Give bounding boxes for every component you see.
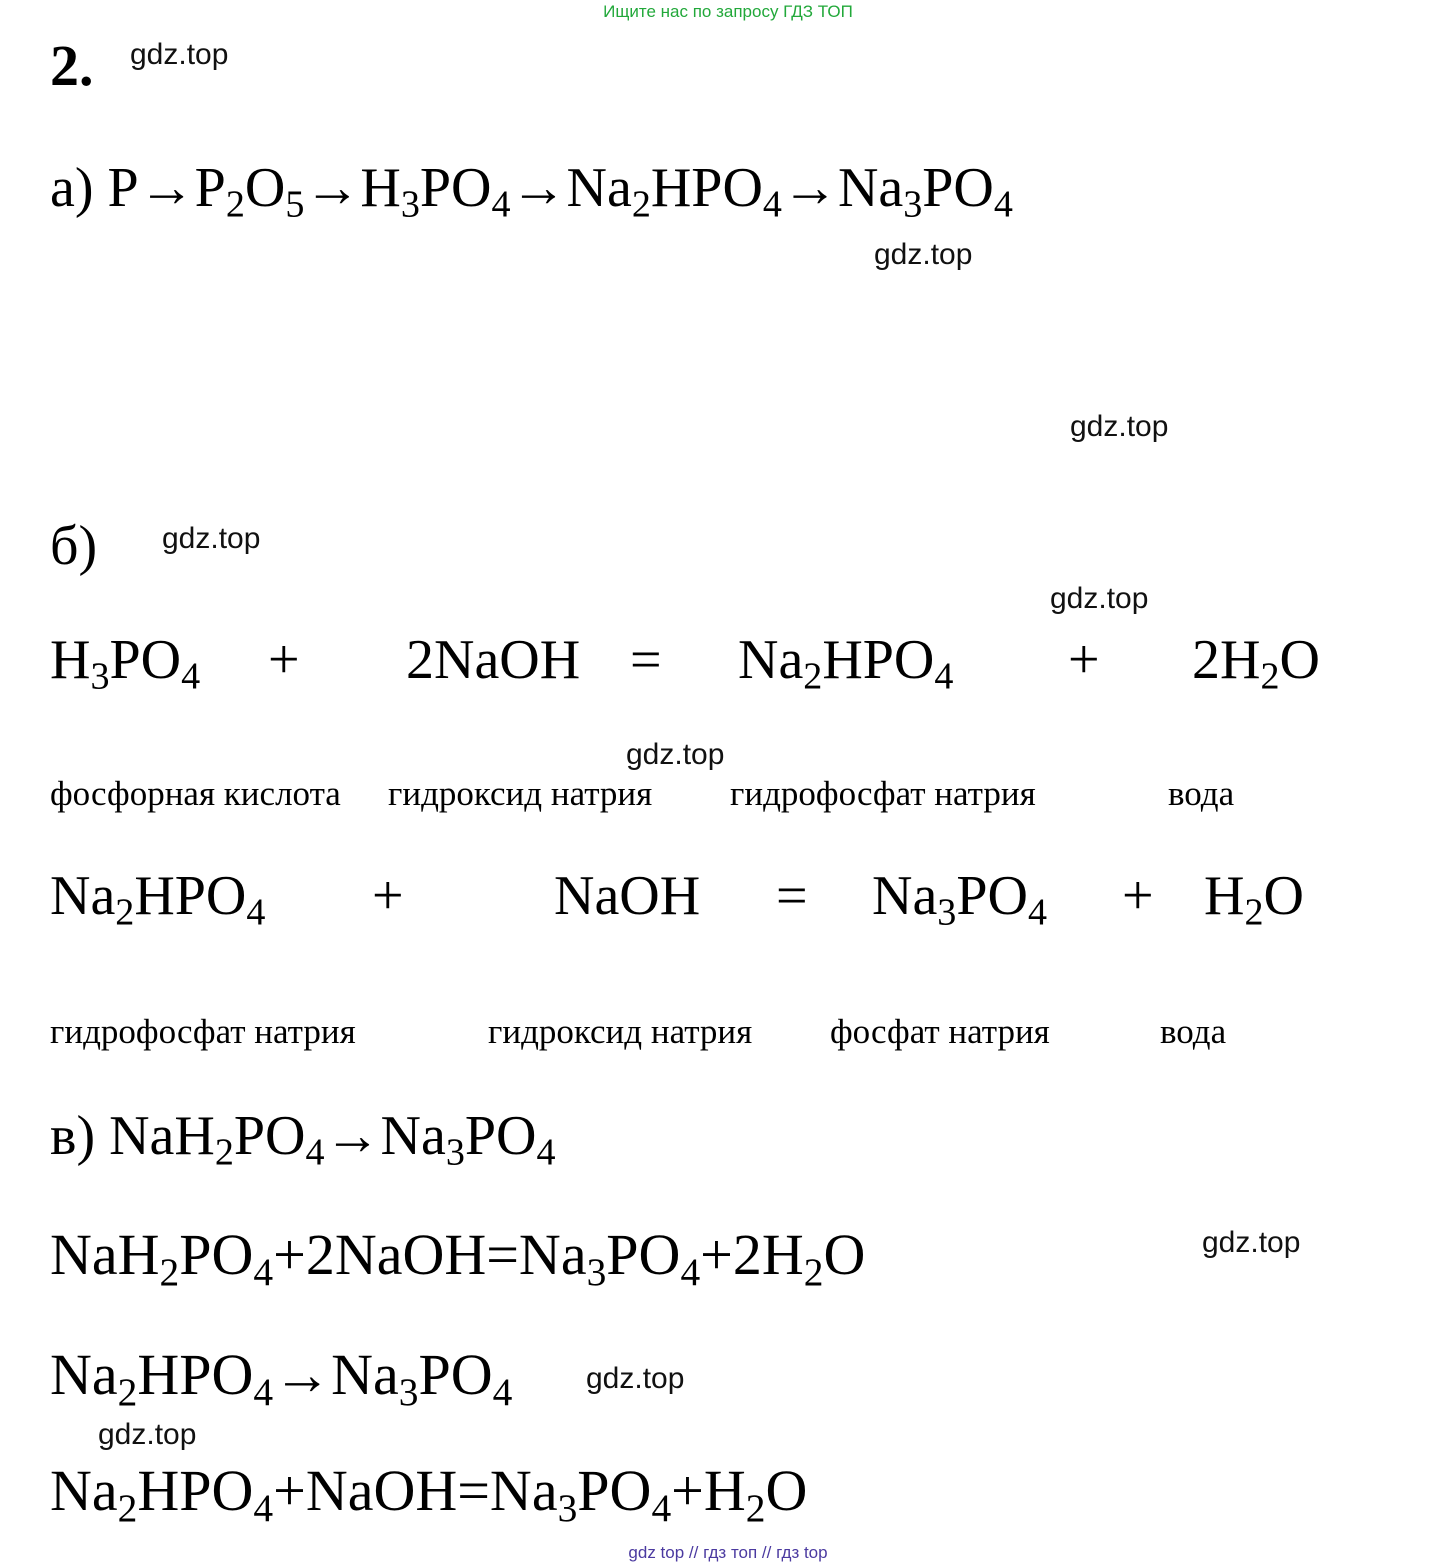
- b-eq1-name4: вода: [1168, 774, 1235, 813]
- subscript: 3: [903, 183, 923, 226]
- formula-part: Na: [566, 157, 632, 219]
- task-number: 2.: [50, 33, 94, 98]
- part-a-chain: [50, 157, 1013, 226]
- watermark: gdz.top: [1050, 582, 1149, 615]
- formula-part: P: [107, 157, 139, 219]
- b-eq1-term4: $2H_2O$: [1192, 629, 1320, 698]
- b-eq2-name1: гидрофосфат натрия: [50, 1012, 356, 1051]
- b-eq1-plus2: +: [1068, 629, 1100, 691]
- b-eq1-equals: =: [630, 629, 662, 691]
- b-eq2-term3: $Na_3PO_4$: [872, 865, 1047, 934]
- part-c-eq1: $NaH_2PO_4+2NaOH=Na_3PO_4+2H_2O$: [50, 1222, 866, 1295]
- b-eq2-name3: фосфат натрия: [830, 1012, 1050, 1051]
- arrow: →: [510, 157, 567, 219]
- b-eq1-name3: гидрофосфат натрия: [730, 774, 1036, 813]
- formula-part: P: [194, 157, 226, 219]
- part-b-label: б): [50, 515, 98, 577]
- bottom-banner: gdz top // гдз топ // гдз top: [628, 1543, 828, 1562]
- watermark: gdz.top: [162, 522, 261, 555]
- watermark: gdz.top: [98, 1418, 197, 1451]
- watermark: gdz.top: [130, 38, 229, 71]
- b-eq2-plus2: +: [1122, 865, 1154, 927]
- top-banner: Ищите нас по запросу ГДЗ ТОП: [603, 2, 853, 21]
- arrow: →: [138, 157, 195, 219]
- part-c-eq2: $Na_2HPO_4+NaOH=Na_3PO_4+H_2O$: [50, 1458, 808, 1531]
- watermark: gdz.top: [874, 238, 973, 271]
- subscript: 2: [225, 183, 245, 226]
- formula-part: PO: [922, 157, 994, 219]
- formula-part: H: [360, 157, 401, 219]
- formula-part: O: [244, 157, 286, 219]
- subscript: 5: [285, 183, 305, 226]
- b-eq2-plus1: +: [372, 865, 404, 927]
- watermark: gdz.top: [586, 1362, 685, 1395]
- b-eq1-plus1: +: [268, 629, 300, 691]
- b-eq2-name4: вода: [1160, 1012, 1227, 1051]
- watermark: gdz.top: [626, 738, 725, 771]
- b-eq2-term1: $Na_2HPO_4$: [50, 865, 266, 934]
- b-eq1-term2: 2NaOH: [406, 629, 581, 691]
- arrow: →: [781, 157, 838, 219]
- arrow: →: [304, 157, 361, 219]
- b-eq2-term2: NaOH: [554, 865, 701, 927]
- b-eq2-name2: гидроксид натрия: [488, 1012, 753, 1051]
- subscript: 4: [993, 183, 1013, 226]
- part-c-chain1: в) $NaH_2PO_4\to Na_3PO_4$: [50, 1105, 556, 1174]
- watermark: gdz.top: [1202, 1226, 1301, 1259]
- subscript: 2: [631, 183, 651, 226]
- formula-part: Na: [837, 157, 904, 219]
- b-eq2-equals: =: [776, 865, 808, 927]
- part-c-label: в): [50, 1105, 96, 1167]
- b-eq1-name2: гидроксид натрия: [388, 774, 653, 813]
- subscript: 3: [400, 183, 420, 226]
- formula-part: HPO: [650, 157, 763, 219]
- subscript: 4: [762, 183, 782, 226]
- b-eq1-term3: $Na_2HPO_4$: [738, 629, 954, 698]
- b-eq2-term4: $H_2O$: [1204, 865, 1304, 934]
- b-eq1-term1: $H_3PO_4$: [50, 629, 201, 698]
- part-a-label: а): [50, 157, 94, 219]
- part-c-chain2: $Na_2HPO_4\to Na_3PO_4$: [50, 1342, 513, 1415]
- b-eq1-name1: фосфорная кислота: [50, 774, 341, 813]
- watermark: gdz.top: [1070, 410, 1169, 443]
- formula-part: PO: [419, 157, 492, 219]
- subscript: 4: [491, 183, 511, 226]
